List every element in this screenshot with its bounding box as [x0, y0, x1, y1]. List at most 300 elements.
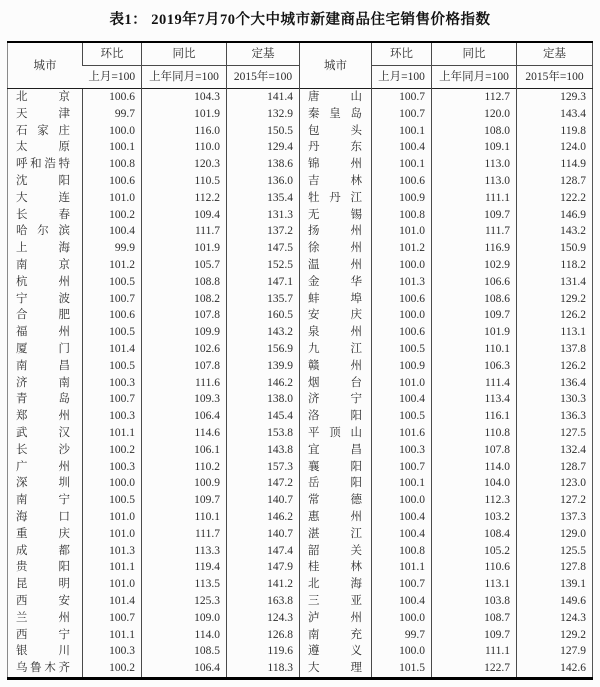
base-value: 136.3	[517, 408, 593, 425]
mom-value: 100.8	[83, 156, 142, 173]
yoy-value: 120.3	[142, 156, 227, 173]
mom-value: 101.3	[83, 543, 142, 560]
table-row	[8, 341, 593, 358]
mom-value: 100.3	[83, 643, 142, 660]
city-name: 大连	[16, 191, 70, 204]
mom-value: 100.3	[372, 442, 432, 459]
base-value: 123.0	[517, 475, 593, 492]
city-cell	[300, 610, 372, 627]
city-name: 南宁	[16, 494, 70, 507]
city-cell	[300, 223, 372, 240]
city-cell	[8, 240, 83, 257]
yoy-value: 110.8	[432, 425, 517, 442]
city-cell	[300, 173, 372, 190]
mom-value: 100.2	[83, 442, 142, 459]
base-value: 143.8	[227, 442, 300, 459]
mom-value: 101.6	[372, 425, 432, 442]
base-value: 119.6	[227, 643, 300, 660]
mom-value: 101.1	[83, 559, 142, 576]
yoy-value: 116.1	[432, 408, 517, 425]
base-value: 127.8	[517, 559, 593, 576]
header-base-base-right: 2015年=100	[517, 66, 593, 89]
city-name: 兰州	[16, 611, 70, 624]
mom-value: 101.3	[372, 274, 432, 291]
mom-value: 100.5	[372, 408, 432, 425]
city-name: 石家庄	[16, 124, 70, 137]
city-name: 天津	[16, 107, 70, 120]
base-value: 135.4	[227, 190, 300, 207]
city-cell	[300, 627, 372, 644]
table-row	[8, 89, 593, 106]
city-name: 银川	[16, 645, 70, 658]
base-value: 140.7	[227, 492, 300, 509]
table-row	[8, 576, 593, 593]
city-cell	[8, 257, 83, 274]
city-name: 烟台	[308, 376, 362, 389]
city-cell	[8, 543, 83, 560]
city-cell	[8, 643, 83, 660]
mom-value: 100.4	[372, 391, 432, 408]
table-row	[8, 391, 593, 408]
table-row	[8, 274, 593, 291]
yoy-value: 108.0	[432, 123, 517, 140]
mom-value: 100.3	[83, 408, 142, 425]
table-row	[8, 257, 593, 274]
city-cell	[300, 123, 372, 140]
base-value: 135.7	[227, 291, 300, 308]
base-value: 138.6	[227, 156, 300, 173]
base-value: 126.2	[517, 307, 593, 324]
base-value: 141.4	[227, 89, 300, 106]
base-value: 146.2	[227, 509, 300, 526]
base-value: 113.1	[517, 324, 593, 341]
city-cell	[300, 475, 372, 492]
base-value: 127.9	[517, 643, 593, 660]
base-value: 131.4	[517, 274, 593, 291]
city-cell	[8, 274, 83, 291]
table-row	[8, 492, 593, 509]
base-value: 147.1	[227, 274, 300, 291]
base-value: 139.1	[517, 576, 593, 593]
mom-value: 100.3	[83, 375, 142, 392]
base-value: 147.5	[227, 240, 300, 257]
city-cell	[300, 341, 372, 358]
mom-value: 101.1	[83, 425, 142, 442]
mom-value: 100.2	[83, 660, 142, 678]
table-row	[8, 593, 593, 610]
city-cell	[300, 291, 372, 308]
yoy-value: 109.7	[142, 492, 227, 509]
mom-value: 99.7	[83, 106, 142, 123]
yoy-value: 101.9	[142, 106, 227, 123]
yoy-value: 106.6	[432, 274, 517, 291]
city-name: 湛江	[308, 527, 362, 540]
base-value: 138.0	[227, 391, 300, 408]
base-value: 129.2	[517, 291, 593, 308]
yoy-value: 116.9	[432, 240, 517, 257]
base-value: 125.5	[517, 543, 593, 560]
yoy-value: 105.2	[432, 543, 517, 560]
city-cell	[8, 509, 83, 526]
mom-value: 100.5	[83, 324, 142, 341]
yoy-value: 112.7	[432, 89, 517, 106]
yoy-value: 108.7	[432, 610, 517, 627]
table-row	[8, 123, 593, 140]
mom-value: 101.2	[83, 257, 142, 274]
base-value: 129.3	[517, 89, 593, 106]
yoy-value: 109.7	[432, 307, 517, 324]
base-value: 136.4	[517, 375, 593, 392]
city-cell	[300, 509, 372, 526]
city-name: 广州	[16, 460, 70, 473]
city-cell	[8, 492, 83, 509]
base-value: 143.2	[227, 324, 300, 341]
city-cell	[8, 106, 83, 123]
base-value: 118.2	[517, 257, 593, 274]
city-cell	[8, 627, 83, 644]
base-value: 118.3	[227, 660, 300, 678]
table-row	[8, 526, 593, 543]
mom-value: 100.4	[372, 139, 432, 156]
city-name: 厦门	[16, 342, 70, 355]
yoy-value: 108.2	[142, 291, 227, 308]
city-name: 包头	[308, 124, 362, 137]
city-name: 长春	[16, 208, 70, 221]
mom-value: 101.5	[372, 660, 432, 678]
yoy-value: 103.8	[432, 593, 517, 610]
city-name: 大理	[308, 662, 362, 675]
city-name: 呼和浩特	[16, 158, 70, 171]
yoy-value: 104.3	[142, 89, 227, 106]
table-row	[8, 475, 593, 492]
yoy-value: 122.7	[432, 660, 517, 678]
city-name: 温州	[308, 258, 362, 271]
mom-value: 100.1	[372, 156, 432, 173]
city-name: 宁波	[16, 292, 70, 305]
yoy-value: 106.4	[142, 660, 227, 678]
city-name: 乌鲁木齐	[16, 662, 70, 675]
city-cell	[8, 610, 83, 627]
table-row	[8, 240, 593, 257]
table-row	[8, 425, 593, 442]
yoy-value: 111.1	[432, 643, 517, 660]
city-cell	[8, 593, 83, 610]
yoy-value: 108.6	[432, 291, 517, 308]
base-value: 160.5	[227, 307, 300, 324]
mom-value: 100.1	[372, 123, 432, 140]
mom-value: 99.7	[372, 627, 432, 644]
yoy-value: 110.5	[142, 173, 227, 190]
table-row	[8, 106, 593, 123]
mom-value: 100.8	[372, 543, 432, 560]
yoy-value: 111.6	[142, 375, 227, 392]
city-name: 北京	[16, 91, 70, 103]
city-cell	[8, 391, 83, 408]
mom-value: 100.4	[372, 509, 432, 526]
yoy-value: 110.6	[432, 559, 517, 576]
yoy-value: 108.5	[142, 643, 227, 660]
base-value: 150.5	[227, 123, 300, 140]
city-cell	[8, 375, 83, 392]
city-cell	[300, 139, 372, 156]
mom-value: 101.2	[372, 240, 432, 257]
city-name: 青岛	[16, 393, 70, 406]
header-city-left: 城市	[33, 59, 57, 72]
city-cell	[300, 442, 372, 459]
header-mom-base-right: 上月=100	[372, 66, 432, 89]
mom-value: 100.1	[83, 139, 142, 156]
base-value: 129.0	[517, 526, 593, 543]
city-cell	[8, 190, 83, 207]
yoy-value: 114.0	[432, 459, 517, 476]
city-cell	[8, 173, 83, 190]
yoy-value: 110.0	[142, 139, 227, 156]
city-name: 襄阳	[308, 460, 362, 473]
mom-value: 100.3	[83, 459, 142, 476]
table-row	[8, 459, 593, 476]
base-value: 130.3	[517, 391, 593, 408]
yoy-value: 112.2	[142, 190, 227, 207]
table-row	[8, 643, 593, 660]
base-value: 127.2	[517, 492, 593, 509]
table-row	[8, 509, 593, 526]
mom-value: 100.5	[372, 341, 432, 358]
city-name: 长沙	[16, 443, 70, 456]
mom-value: 100.5	[83, 358, 142, 375]
table-row	[8, 307, 593, 324]
base-value: 152.5	[227, 257, 300, 274]
table-row	[8, 660, 593, 678]
city-cell	[300, 274, 372, 291]
base-value: 147.9	[227, 559, 300, 576]
city-cell	[8, 660, 83, 678]
mom-value: 100.7	[83, 291, 142, 308]
city-name: 赣州	[308, 359, 362, 372]
header-city-right: 城市	[300, 42, 372, 89]
base-value: 139.9	[227, 358, 300, 375]
mom-value: 101.0	[83, 190, 142, 207]
yoy-value: 111.7	[142, 223, 227, 240]
city-cell	[8, 358, 83, 375]
yoy-value: 110.1	[432, 341, 517, 358]
page-title: 表1： 2019年7月70个大中城市新建商品住宅销售价格指数	[109, 12, 491, 28]
table-row	[8, 324, 593, 341]
yoy-value: 108.8	[142, 274, 227, 291]
mom-value: 100.4	[372, 526, 432, 543]
city-name: 安庆	[308, 309, 362, 322]
yoy-value: 111.1	[432, 190, 517, 207]
yoy-value: 106.4	[142, 408, 227, 425]
yoy-value: 113.1	[432, 576, 517, 593]
header-mom-right: 环比	[372, 42, 432, 66]
base-value: 136.0	[227, 173, 300, 190]
city-cell	[300, 156, 372, 173]
header-mom-left: 环比	[83, 42, 142, 66]
city-name: 惠州	[308, 510, 362, 523]
mom-value: 101.1	[83, 627, 142, 644]
city-name: 吉林	[308, 174, 362, 187]
city-name: 蚌埠	[308, 292, 362, 305]
mom-value: 101.0	[372, 223, 432, 240]
city-cell	[8, 89, 83, 106]
table-row	[8, 375, 593, 392]
mom-value: 101.0	[372, 375, 432, 392]
city-cell	[300, 526, 372, 543]
city-name: 武汉	[16, 426, 70, 439]
city-name: 三亚	[308, 594, 362, 607]
yoy-value: 107.8	[142, 307, 227, 324]
mom-value: 101.4	[83, 593, 142, 610]
city-cell	[8, 442, 83, 459]
yoy-value: 102.9	[432, 257, 517, 274]
mom-value: 100.9	[372, 190, 432, 207]
mom-value: 100.7	[83, 391, 142, 408]
city-cell	[300, 391, 372, 408]
yoy-value: 109.3	[142, 391, 227, 408]
mom-value: 100.6	[372, 291, 432, 308]
mom-value: 101.1	[372, 559, 432, 576]
base-value: 141.2	[227, 576, 300, 593]
city-cell	[8, 341, 83, 358]
yoy-value: 109.1	[432, 139, 517, 156]
mom-value: 100.6	[372, 324, 432, 341]
city-name: 上海	[16, 242, 70, 255]
city-name: 金华	[308, 275, 362, 288]
yoy-value: 100.9	[142, 475, 227, 492]
yoy-value: 113.0	[432, 156, 517, 173]
mom-value: 100.7	[372, 89, 432, 106]
city-cell	[300, 207, 372, 224]
city-cell	[300, 257, 372, 274]
yoy-value: 101.9	[142, 240, 227, 257]
base-value: 127.5	[517, 425, 593, 442]
base-value: 126.8	[227, 627, 300, 644]
city-name: 杭州	[16, 275, 70, 288]
table-row	[8, 190, 593, 207]
base-value: 143.4	[517, 106, 593, 123]
city-cell	[300, 324, 372, 341]
yoy-value: 110.2	[142, 459, 227, 476]
mom-value: 101.0	[83, 576, 142, 593]
base-value: 156.9	[227, 341, 300, 358]
city-cell	[300, 408, 372, 425]
mom-value: 100.7	[372, 576, 432, 593]
city-name: 丹东	[308, 141, 362, 154]
base-value: 124.0	[517, 139, 593, 156]
header-yoy-base-right: 上年同月=100	[432, 66, 517, 89]
yoy-value: 120.0	[432, 106, 517, 123]
base-value: 147.2	[227, 475, 300, 492]
mom-value: 100.6	[83, 89, 142, 106]
city-cell	[300, 576, 372, 593]
yoy-value: 112.3	[432, 492, 517, 509]
mom-value: 99.9	[83, 240, 142, 257]
yoy-value: 125.3	[142, 593, 227, 610]
yoy-value: 113.5	[142, 576, 227, 593]
yoy-value: 107.8	[432, 442, 517, 459]
city-cell	[300, 307, 372, 324]
city-cell	[300, 106, 372, 123]
yoy-value: 109.9	[142, 324, 227, 341]
city-name: 徐州	[308, 242, 362, 255]
table-row	[8, 156, 593, 173]
yoy-value: 106.3	[432, 358, 517, 375]
base-value: 147.4	[227, 543, 300, 560]
base-value: 131.3	[227, 207, 300, 224]
base-value: 142.6	[517, 660, 593, 678]
city-name: 沈阳	[16, 174, 70, 187]
city-cell	[8, 139, 83, 156]
base-value: 146.9	[517, 207, 593, 224]
city-name: 平顶山	[308, 426, 362, 439]
city-name: 西宁	[16, 628, 70, 641]
city-name: 海口	[16, 510, 70, 523]
base-value: 163.8	[227, 593, 300, 610]
city-cell	[8, 559, 83, 576]
yoy-value: 102.6	[142, 341, 227, 358]
base-value: 153.8	[227, 425, 300, 442]
city-cell	[300, 425, 372, 442]
mom-value: 100.6	[83, 307, 142, 324]
city-name: 韶关	[308, 544, 362, 557]
city-cell	[300, 643, 372, 660]
table-row	[8, 207, 593, 224]
city-cell	[8, 425, 83, 442]
table-row	[8, 223, 593, 240]
mom-value: 100.0	[372, 257, 432, 274]
mom-value: 100.1	[372, 475, 432, 492]
table-row	[8, 627, 593, 644]
city-cell	[300, 660, 372, 678]
yoy-value: 111.4	[432, 375, 517, 392]
mom-value: 100.2	[83, 207, 142, 224]
city-name: 南充	[308, 628, 362, 641]
city-cell	[300, 459, 372, 476]
city-name: 锦州	[308, 158, 362, 171]
base-value: 114.9	[517, 156, 593, 173]
mom-value: 100.0	[372, 643, 432, 660]
table-row	[8, 543, 593, 560]
base-value: 137.3	[517, 509, 593, 526]
city-name: 西安	[16, 594, 70, 607]
yoy-value: 106.1	[142, 442, 227, 459]
mom-value: 101.0	[83, 526, 142, 543]
mom-value: 100.0	[83, 123, 142, 140]
city-name: 遵义	[308, 645, 362, 658]
city-name: 桂林	[308, 561, 362, 574]
header-base-base-left: 2015年=100	[227, 66, 300, 89]
mom-value: 100.0	[372, 307, 432, 324]
base-value: 132.4	[517, 442, 593, 459]
city-name: 常德	[308, 494, 362, 507]
city-cell	[300, 593, 372, 610]
header-base-right: 定基	[517, 42, 593, 66]
base-value: 124.3	[227, 610, 300, 627]
mom-value: 100.0	[372, 492, 432, 509]
yoy-value: 119.4	[142, 559, 227, 576]
base-value: 150.9	[517, 240, 593, 257]
base-value: 140.7	[227, 526, 300, 543]
city-cell	[300, 89, 372, 106]
yoy-value: 116.0	[142, 123, 227, 140]
yoy-value: 111.7	[142, 526, 227, 543]
city-cell	[300, 492, 372, 509]
table-row	[8, 610, 593, 627]
mom-value: 101.0	[83, 509, 142, 526]
mom-value: 100.9	[372, 358, 432, 375]
table-row	[8, 173, 593, 190]
base-value: 137.8	[517, 341, 593, 358]
